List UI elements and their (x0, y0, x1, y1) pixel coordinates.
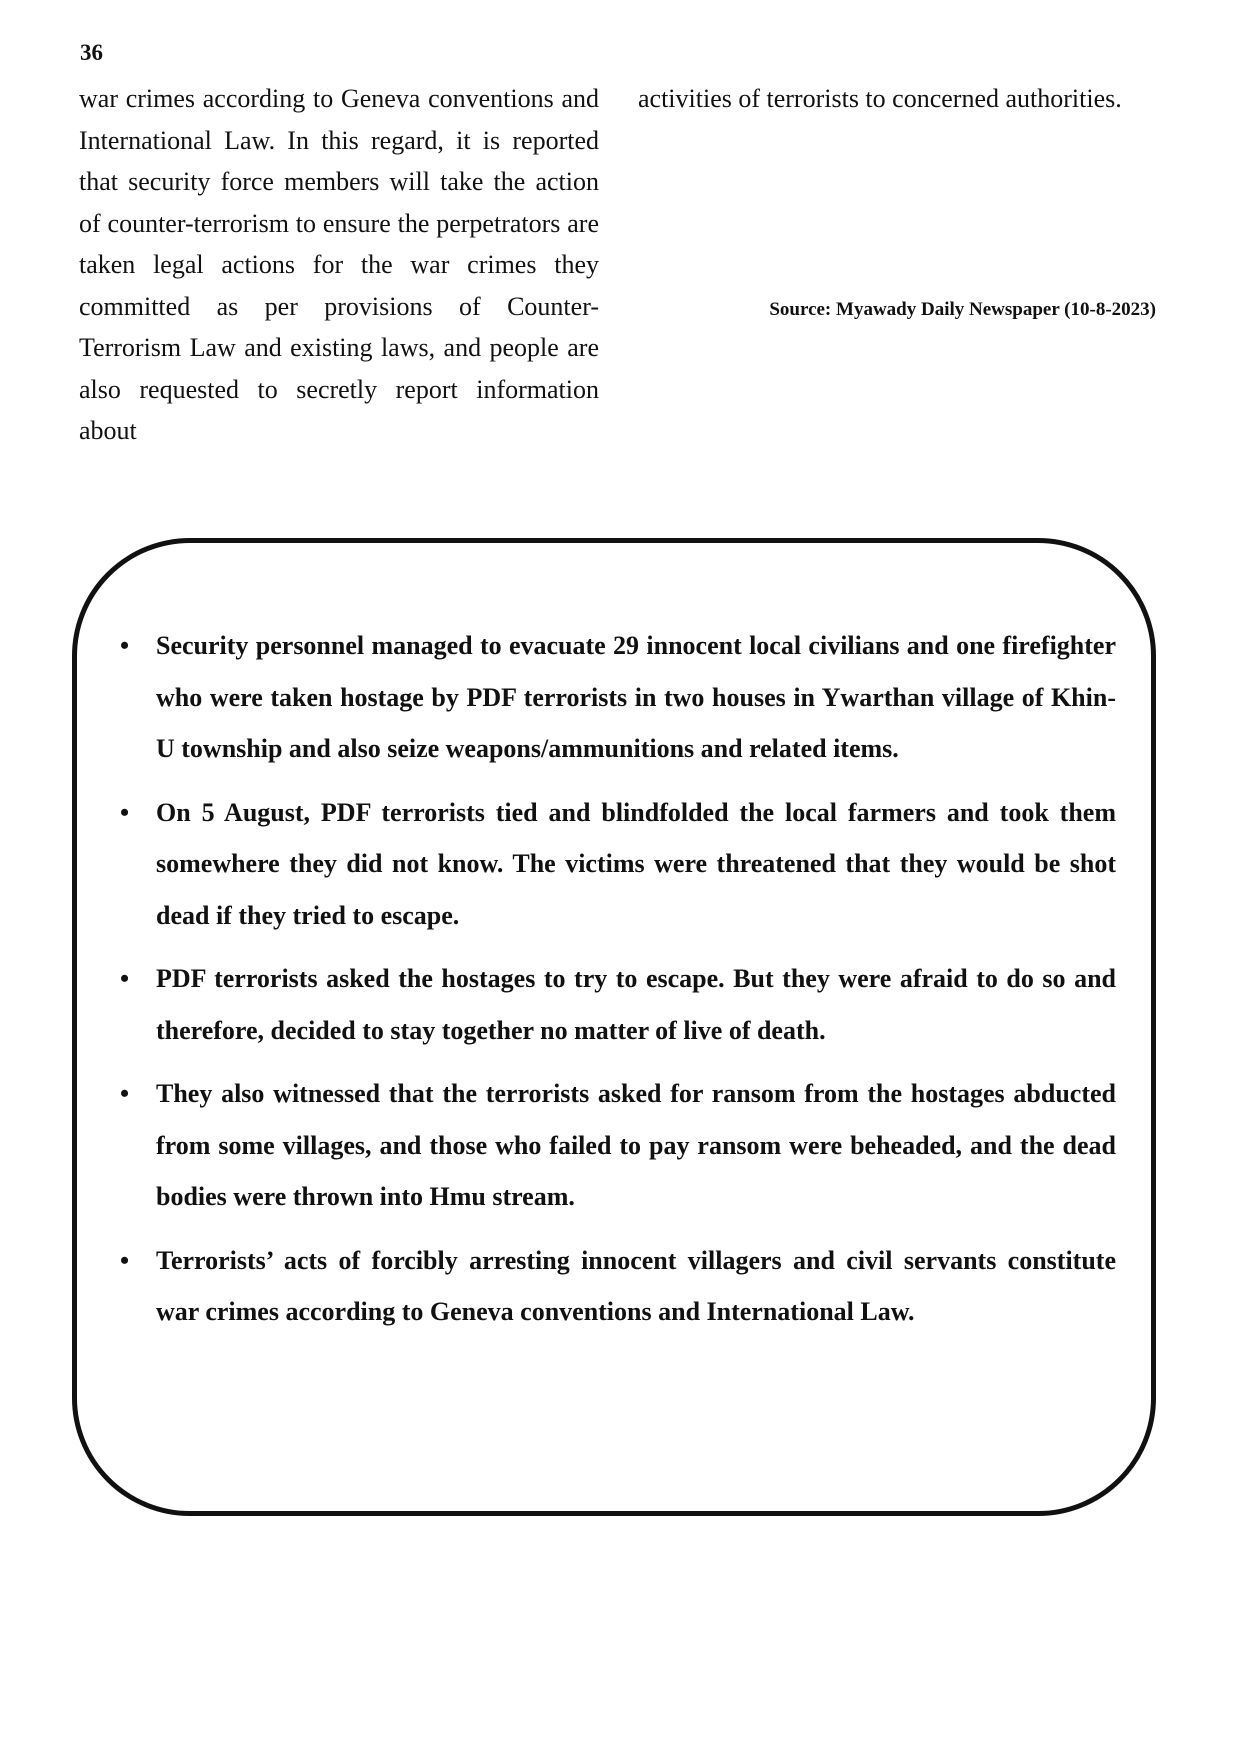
bullet-text: Terrorists’ acts of forcibly arresting innocent villagers and civil servants constitute war crimes according to Geneva conventions and International Law. (156, 1245, 1116, 1326)
bullet-text: Security personnel managed to evacuate 29 innocent local civilians and one firefighter who were taken hostage by PDF terrorists in two houses in Ywarthan village of Khin-U township and also seize weapons/ammunitions and related items. (156, 631, 1116, 763)
bullet-item (120, 1235, 1116, 1338)
bullet-icon: • (120, 1245, 130, 1275)
page-number: 36 (80, 40, 103, 65)
summary-bullet-list (120, 620, 1116, 1350)
right-column (638, 78, 1158, 120)
bullet-text: They also witnessed that the terrorists asked for ransom from the hostages abducted from some villages, and those who failed to pay ransom were beheaded, and the dead bodies were thrown into Hmu stream. (156, 1079, 1116, 1211)
bullet-item (120, 953, 1116, 1056)
bullet-text: PDF terrorists asked the hostages to try to escape. But they were afraid to do so and therefore, decided to stay together no matter of live of death. (156, 964, 1116, 1045)
bullet-icon: • (120, 797, 130, 827)
bullet-text: On 5 August, PDF terrorists tied and blindfolded the local farmers and took them somewhere they did not know. The victims were threatened that they would be shot dead if they tried to escape. (156, 797, 1116, 930)
bullet-item (120, 1068, 1116, 1223)
left-column (79, 78, 599, 452)
bullet-item (120, 620, 1116, 775)
bullet-icon: • (120, 1079, 130, 1108)
bullet-icon: • (120, 631, 130, 660)
source-citation: Source: Myawady Daily Newspaper (10-8-2023) (769, 299, 1156, 320)
left-column-text: war crimes according to Geneva conventions and International Law. In this regard, it is reported that security force members will take the action of counter-terrorism to ensure the perpetrators are taken legal actions for the war crimes they committed as per provisions of Counter-Terrorism Law and existing laws, and people are also requested to secretly report information about (79, 84, 599, 445)
bullet-item (120, 787, 1116, 942)
right-column-text: activities of terrorists to concerned authorities. (638, 84, 1122, 113)
bullet-icon: • (120, 964, 130, 993)
